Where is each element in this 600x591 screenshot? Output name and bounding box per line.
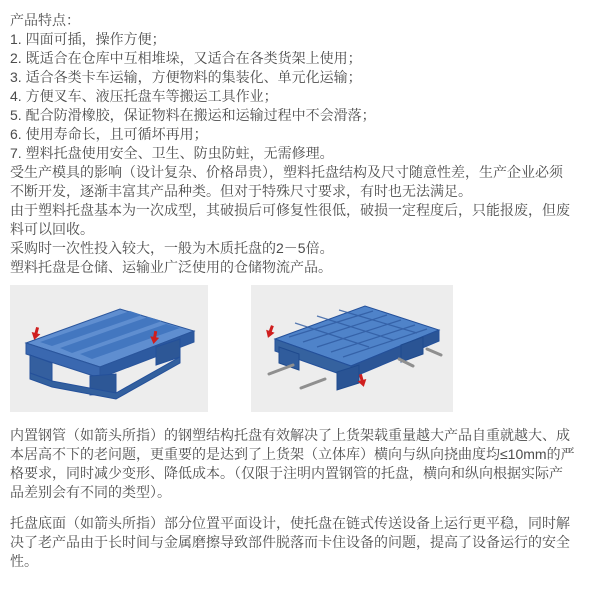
feature-item-3: 3. 适合各类卡车运输，方便物料的集装化、单元化运输； <box>10 69 362 85</box>
pallet-photo-steel-tube <box>10 285 208 412</box>
pallet-photo-bottom-design <box>251 285 453 412</box>
paragraph-mold-influence: 受生产模具的影响（设计复杂、价格昂贵），塑料托盘结构及尺寸随意性差，生产企业必须不断开发，逐渐丰富其产品种类。但对于特殊尺寸要求，有时也无法满足。 <box>10 164 563 199</box>
text-block-top <box>10 11 575 277</box>
section-heading: 产品特点： <box>10 12 80 28</box>
feature-item-6: 6. 使用寿命长，且可循坏再用； <box>10 126 208 142</box>
text-block-bottom <box>10 426 575 571</box>
figure-row <box>10 285 592 412</box>
paragraph-steel-tube: 内置钢管（如箭头所指）的钢塑结构托盘有效解决了上货架载重量越大产品自重就越大、成本居高不下的老问题，更重要的是达到了上货架（立体库）横向与纵向挠曲度均≤10mm的严格要求，同时减少变形、降低成本。（仅限于注明内置钢管的托盘，横向和纵向根据实际产品差别会有不同的类型）。 <box>10 427 575 500</box>
feature-item-7: 7. 塑料托盘使用安全、卫生、防虫防蛀，无需修理。 <box>10 145 334 161</box>
feature-item-2: 2. 既适合在仓库中互相堆垛，又适合在各类货架上使用； <box>10 50 362 66</box>
paragraph-purchase-cost: 采购时一次性投入较大，一般为木质托盘的2－5倍。 <box>10 240 334 256</box>
feature-item-5: 5. 配合防滑橡胶，保证物料在搬运和运输过程中不会滑落； <box>10 107 376 123</box>
feature-item-4: 4. 方便叉车、液压托盘车等搬运工具作业； <box>10 88 278 104</box>
pallet-illustration-right <box>251 285 453 412</box>
paragraph-logistics-product: 塑料托盘是仓储、运输业广泛使用的仓储物流产品。 <box>10 259 332 275</box>
pallet-illustration-left <box>10 285 208 412</box>
red-arrow-icon <box>264 324 277 339</box>
feature-list <box>10 30 575 163</box>
paragraph-one-shot-molding: 由于塑料托盘基本为一次成型，其破损后可修复性很低，破损一定程度后，只能报废，但废料可以回收。 <box>10 202 570 237</box>
feature-item-1: 1. 四面可插，操作方便； <box>10 31 166 47</box>
paragraph-bottom-design: 托盘底面（如箭头所指）部分位置平面设计，使托盘在链式传送设备上运行更平稳，同时解决了老产品由于长时间与金属磨擦导致部件脱落而卡住设备的问题，提高了设备运行的安全性。 <box>10 515 570 569</box>
